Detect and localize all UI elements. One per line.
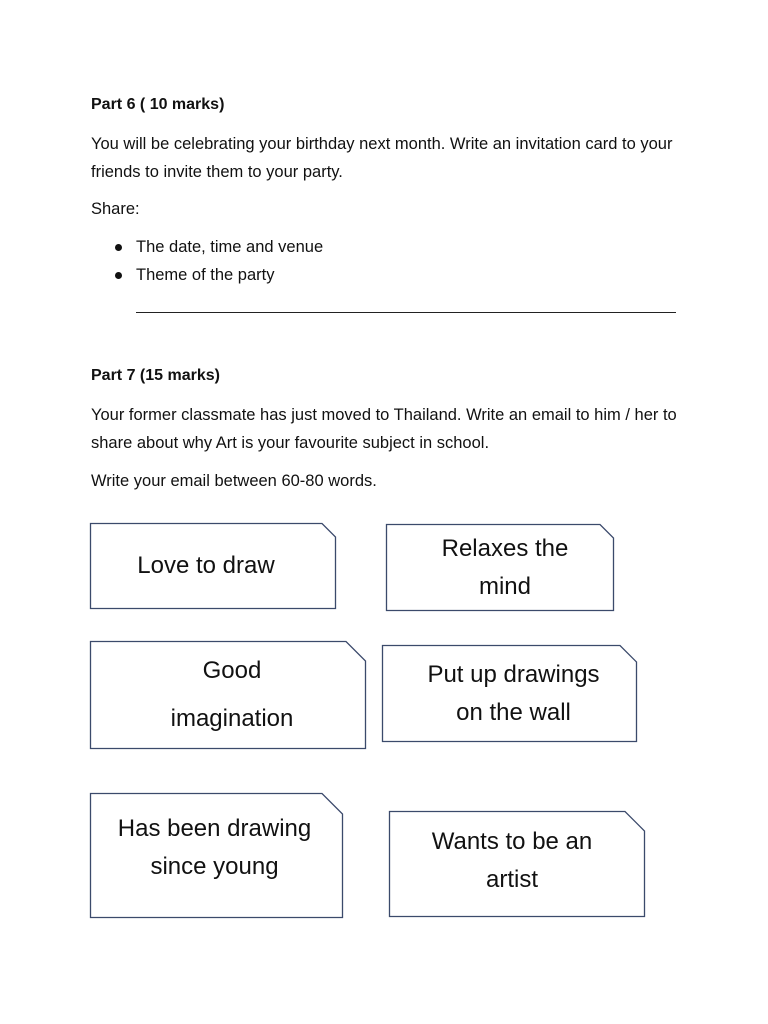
idea-card-good-imagination (90, 641, 366, 749)
part7-instructions: Your former classmate has just moved to Thailand. Write an email to him / her to share about why Art is your favourite subject in school. (91, 406, 677, 452)
part6-heading: Part 6 ( 10 marks) (91, 96, 225, 113)
card-text: Wants to be an artist (431, 828, 593, 893)
card-text: Relaxes the mind (441, 534, 569, 600)
share-label: Share: (91, 200, 140, 218)
card-text: Has been drawing since young (117, 814, 312, 880)
answer-line[interactable] (136, 312, 676, 313)
bullet-item: Theme of the party (113, 261, 323, 289)
bullet-item: The date, time and venue (113, 233, 323, 261)
idea-card-has-been-drawing (90, 793, 343, 918)
card-text: Put up drawings on the wall (427, 660, 600, 726)
word-limit-instruction: Write your email between 60-80 words. (91, 472, 377, 490)
idea-card-love-to-draw (90, 523, 336, 609)
part7-heading: Part 7 (15 marks) (91, 367, 220, 384)
idea-card-put-up-drawings (382, 645, 637, 742)
card-text: Good imagination (170, 657, 294, 732)
share-bullet-list (113, 233, 323, 289)
part6-instructions: You will be celebrating your birthday next month. Write an invitation card to your friends to invite them to your party. (91, 135, 673, 181)
idea-card-wants-to-be-an-artist (389, 811, 645, 917)
idea-card-relaxes-the-mind (386, 524, 614, 611)
card-text: Love to draw (137, 552, 275, 579)
